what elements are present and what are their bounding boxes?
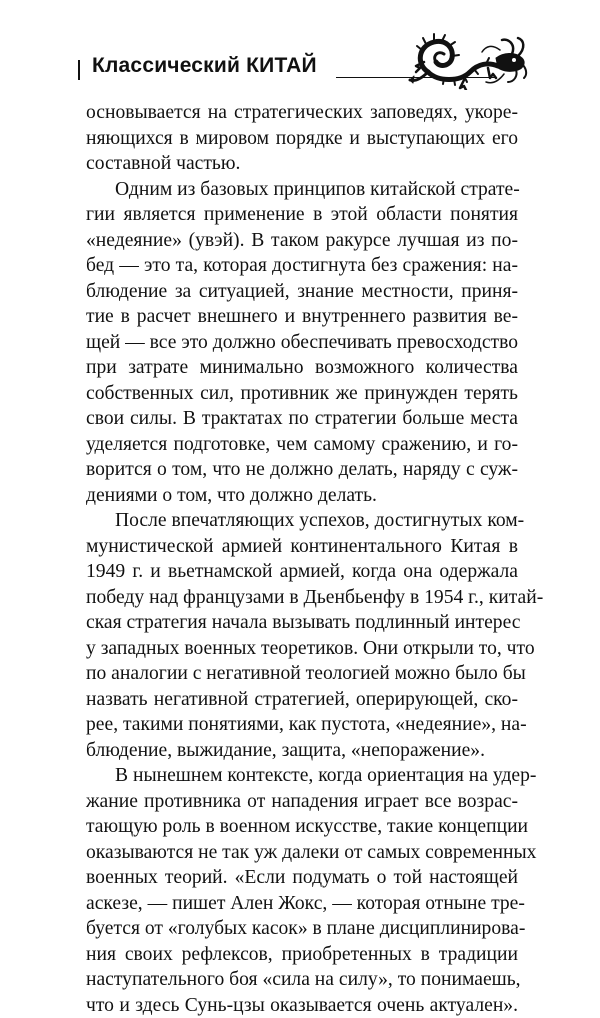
header-left-tick — [78, 60, 80, 80]
dragon-ornament-icon — [408, 28, 528, 90]
text-line: ская стратегия начала вызывать подлинный интерес — [86, 610, 518, 636]
text-line: дениями о том, что должно делать. — [86, 483, 518, 509]
text-line: ворится о том, что не должно делать, наряду с суж- — [86, 457, 518, 483]
text-line: тающую роль в военном искусстве, такие концепции — [86, 814, 518, 840]
text-line: ния своих рефлексов, приобретенных в традиции — [86, 942, 518, 968]
text-line: гии является применение в этой области понятия — [86, 202, 518, 228]
header-title: Классический КИТАЙ — [92, 54, 317, 78]
text-line: Одним из базовых принципов китайской страте- — [86, 177, 518, 203]
text-line: при затрате минимально возможного количества — [86, 355, 518, 381]
text-line: блюдение, выжидание, защита, «непоражение». — [86, 738, 518, 764]
text-line: После впечатляющих успехов, достигнутых ком- — [86, 508, 518, 534]
text-line: победу над французами в Дьенбьенфу в 1954 г., китай- — [86, 585, 518, 611]
text-line: щей — все это должно обеспечивать превосходство — [86, 330, 518, 356]
text-line: няющихся в мировом порядке и выступающих его — [86, 126, 518, 152]
text-line: рее, такими понятиями, как пустота, «недеяние», на- — [86, 712, 518, 738]
text-line: назвать негативной стратегией, оперирующей, ско- — [86, 687, 518, 713]
text-line: мунистической армией континентального Китая в — [86, 534, 518, 560]
text-line: блюдение за ситуацией, знание местности, приня- — [86, 279, 518, 305]
text-line: по аналогии с негативной теологией можно было бы — [86, 661, 518, 687]
text-line: свои силы. В трактатах по стратегии больше места — [86, 406, 518, 432]
text-line: собственных сил, противник же принужден терять — [86, 381, 518, 407]
text-line: оказываются не так уж далеки от самых современных — [86, 840, 518, 866]
text-line: наступательного боя «сила на силу», то понимаешь, — [86, 967, 518, 993]
text-line: что и здесь Сунь-цзы оказывается очень актуален». — [86, 993, 518, 1018]
body-text — [86, 100, 518, 1018]
text-line: тие в расчет внешнего и внутреннего развития ве- — [86, 304, 518, 330]
text-line: буется от «голубых касок» в плане дисциплинирова- — [86, 916, 518, 942]
text-line: жание противника от нападения играет все возрас- — [86, 789, 518, 815]
text-line: составной частью. — [86, 151, 518, 177]
text-line: у западных военных теоретиков. Они открыли то, что — [86, 636, 518, 662]
text-line: бед — это та, которая достигнута без сражения: на- — [86, 253, 518, 279]
text-line: основывается на стратегических заповедях, укоре- — [86, 100, 518, 126]
text-line: уделяется подготовке, чем самому сражению, и го- — [86, 432, 518, 458]
text-line: «недеяние» (увэй). В таком ракурсе лучшая из по- — [86, 228, 518, 254]
text-line: военных теорий. «Если подумать о той настоящей — [86, 865, 518, 891]
text-line: В нынешнем контексте, когда ориентация на удер- — [86, 763, 518, 789]
text-line: аскезе, — пишет Ален Жокс, — которая отныне тре- — [86, 891, 518, 917]
text-line: 1949 г. и вьетнамской армией, когда она одержала — [86, 559, 518, 585]
